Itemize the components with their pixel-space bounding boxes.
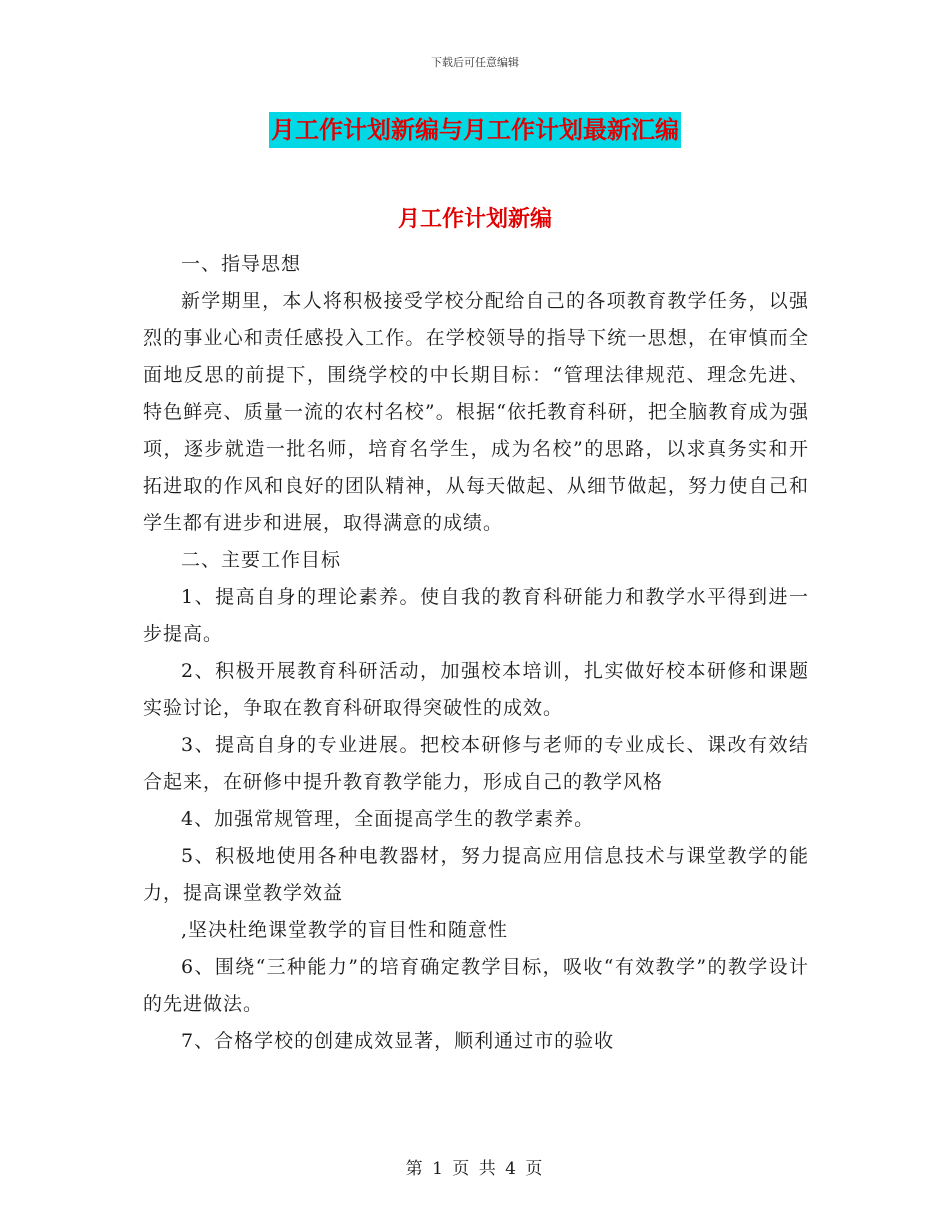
goal-item-7: 7、合格学校的创建成效显著，顺利通过市的验收: [181, 1030, 615, 1052]
paragraph-intro: 新学期里，本人将积极接受学校分配给自己的各项教育教学任务，以强烈的事业心和责任感投入工作。在学校领导的指导下统一思想，在审慎而全面地反思的前提下，围绕学校的中长期目标：“管理法律规范、理念先进、特色鲜亮、质量一流的农村名校”。根据“依托教育科研，把全脑教育成为强项，逐步就造一批名师，培育名学生，成为名校”的思路，以求真务实和开拓进取的作风和良好的团队精神，从每天做起、从细节做起，努力使自己和学生都有进步和进展，取得满意的成绩。: [143, 290, 809, 534]
body-text: [143, 246, 809, 1060]
goal-item-4: 4、加强常规管理，全面提高学生的教学素养。: [181, 808, 595, 830]
document-title-wrapper: [0, 112, 950, 148]
goal-item-1: 1、提高自身的理论素养。使自我的教育科研能力和教学水平得到进一步提高。: [143, 586, 809, 645]
page-number: 第 1 页 共 4 页: [405, 1159, 545, 1179]
goal-item-6: 6、围绕“三种能力”的培育确定教学目标，吸收“有效教学”的教学设计的先进做法。: [143, 956, 809, 1015]
goal-item-5-continued: ,坚决杜绝课堂教学的盲目性和随意性: [181, 919, 509, 941]
goal-item-2: 2、积极开展教育科研活动，加强校本培训，扎实做好校本研修和课题实验讨论，争取在教育科研取得突破性的成效。: [143, 660, 809, 719]
header-note: 下载后可任意编辑: [431, 56, 519, 69]
heading-main-goals: 二、主要工作目标: [181, 549, 342, 571]
goal-item-3: 3、提高自身的专业进展。把校本研修与老师的专业成长、课改有效结合起来，在研修中提升教育教学能力，形成自己的教学风格: [143, 734, 809, 793]
section-title: 月工作计划新编: [397, 207, 552, 232]
goal-item-5: 5、积极地使用各种电教器材，努力提高应用信息技术与课堂教学的能力，提高课堂教学效益: [143, 845, 809, 904]
document-title: 月工作计划新编与月工作计划最新汇编: [269, 112, 681, 148]
heading-guiding-thought: 一、指导思想: [181, 253, 302, 275]
